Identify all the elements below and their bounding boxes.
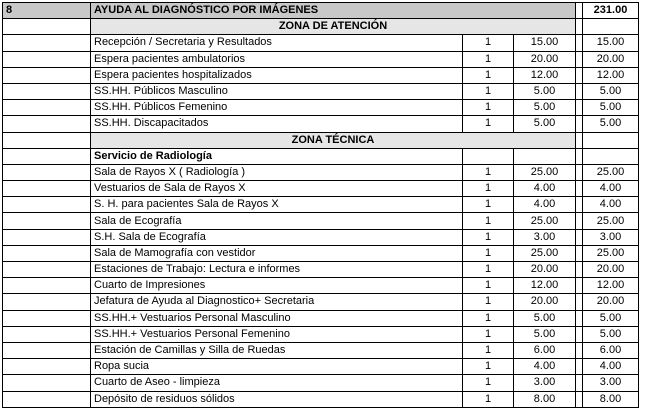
empty-cell	[3, 391, 91, 407]
table-row	[3, 67, 639, 83]
table-row	[3, 359, 639, 375]
room-total: 4.00	[583, 197, 639, 213]
spacer-cell	[576, 310, 583, 326]
room-name: Vestuarios de Sala de Rayos X	[91, 181, 463, 197]
room-total: 5.00	[583, 310, 639, 326]
empty-cell	[3, 51, 91, 67]
empty-cell	[583, 148, 639, 164]
room-quantity: 1	[463, 100, 514, 116]
empty-cell	[3, 35, 91, 51]
room-name: Sala de Rayos X ( Radiología )	[91, 164, 463, 180]
room-area: 20.00	[514, 51, 576, 67]
empty-cell	[3, 375, 91, 391]
empty-cell	[3, 100, 91, 116]
room-total: 3.00	[583, 375, 639, 391]
room-quantity: 1	[463, 213, 514, 229]
spacer-cell	[576, 197, 583, 213]
table-row	[3, 342, 639, 358]
room-area: 4.00	[514, 359, 576, 375]
room-total: 25.00	[583, 213, 639, 229]
spacer-cell	[576, 83, 583, 99]
room-quantity: 1	[463, 326, 514, 342]
room-area: 5.00	[514, 83, 576, 99]
room-quantity: 1	[463, 245, 514, 261]
room-name: Estación de Camillas y Silla de Ruedas	[91, 342, 463, 358]
empty-cell	[463, 148, 514, 164]
zone-title: ZONA TÉCNICA	[91, 132, 576, 148]
room-quantity: 1	[463, 164, 514, 180]
room-quantity: 1	[463, 375, 514, 391]
spacer-cell	[576, 229, 583, 245]
empty-cell	[3, 326, 91, 342]
table-row	[3, 35, 639, 51]
room-name: Espera pacientes ambulatorios	[91, 51, 463, 67]
spacer-cell	[576, 164, 583, 180]
empty-cell	[3, 294, 91, 310]
table-row	[3, 116, 639, 132]
spacer-cell	[576, 100, 583, 116]
room-quantity: 1	[463, 67, 514, 83]
room-total: 25.00	[583, 245, 639, 261]
table-row	[3, 262, 639, 278]
empty-cell	[3, 19, 91, 35]
empty-cell	[3, 181, 91, 197]
room-total: 20.00	[583, 262, 639, 278]
room-area: 25.00	[514, 164, 576, 180]
room-area: 20.00	[514, 262, 576, 278]
table-row	[3, 245, 639, 261]
room-area: 5.00	[514, 310, 576, 326]
empty-cell	[3, 342, 91, 358]
header-row	[3, 3, 639, 19]
empty-cell	[3, 245, 91, 261]
room-total: 3.00	[583, 229, 639, 245]
empty-cell	[514, 148, 576, 164]
zone-header-row	[3, 19, 639, 35]
empty-cell	[583, 19, 639, 35]
table-row	[3, 51, 639, 67]
empty-cell	[3, 359, 91, 375]
room-name: Depósito de residuos sólidos	[91, 391, 463, 407]
room-quantity: 1	[463, 229, 514, 245]
spacer-cell	[576, 19, 583, 35]
room-name: Cuarto de Aseo - limpieza	[91, 375, 463, 391]
subsection-row	[3, 148, 639, 164]
table-row	[3, 164, 639, 180]
table-row	[3, 181, 639, 197]
area-schedule-table	[2, 2, 639, 408]
room-quantity: 1	[463, 294, 514, 310]
table-row	[3, 375, 639, 391]
table-row	[3, 294, 639, 310]
room-total: 25.00	[583, 164, 639, 180]
room-total: 8.00	[583, 391, 639, 407]
table-row	[3, 391, 639, 407]
spacer-cell	[576, 245, 583, 261]
empty-cell	[583, 132, 639, 148]
room-name: SS.HH. Discapacitados	[91, 116, 463, 132]
spacer-cell	[576, 375, 583, 391]
section-total: 231.00	[583, 3, 639, 19]
room-name: S.H. Sala de Ecografía	[91, 229, 463, 245]
room-quantity: 1	[463, 342, 514, 358]
room-quantity: 1	[463, 310, 514, 326]
table-row	[3, 213, 639, 229]
room-name: Estaciones de Trabajo: Lectura e informes	[91, 262, 463, 278]
spacer-cell	[576, 213, 583, 229]
empty-cell	[3, 229, 91, 245]
room-name: S. H. para pacientes Sala de Rayos X	[91, 197, 463, 213]
room-total: 4.00	[583, 359, 639, 375]
room-name: Recepción / Secretaria y Resultados	[91, 35, 463, 51]
room-total: 12.00	[583, 278, 639, 294]
spacer-cell	[576, 51, 583, 67]
room-quantity: 1	[463, 391, 514, 407]
room-area: 12.00	[514, 278, 576, 294]
spacer-cell	[576, 342, 583, 358]
room-total: 15.00	[583, 35, 639, 51]
section-title: AYUDA AL DIAGNÓSTICO POR IMÁGENES	[91, 3, 576, 19]
room-area: 5.00	[514, 326, 576, 342]
room-quantity: 1	[463, 262, 514, 278]
room-total: 20.00	[583, 294, 639, 310]
spacer-cell	[576, 67, 583, 83]
room-area: 5.00	[514, 116, 576, 132]
room-name: Sala de Mamografía con vestidor	[91, 245, 463, 261]
spacer-cell	[576, 359, 583, 375]
room-area: 4.00	[514, 197, 576, 213]
spacer-cell	[576, 35, 583, 51]
room-name: SS.HH.+ Vestuarios Personal Femenino	[91, 326, 463, 342]
room-quantity: 1	[463, 359, 514, 375]
empty-cell	[3, 262, 91, 278]
room-total: 20.00	[583, 51, 639, 67]
spacer-cell	[576, 262, 583, 278]
room-quantity: 1	[463, 35, 514, 51]
room-area: 15.00	[514, 35, 576, 51]
spacer-cell	[576, 278, 583, 294]
table-row	[3, 83, 639, 99]
spacer-cell	[576, 132, 583, 148]
room-total: 5.00	[583, 326, 639, 342]
room-name: SS.HH.+ Vestuarios Personal Masculino	[91, 310, 463, 326]
room-name: Sala de Ecografía	[91, 213, 463, 229]
empty-cell	[3, 213, 91, 229]
room-name: Cuarto de Impresiones	[91, 278, 463, 294]
room-total: 6.00	[583, 342, 639, 358]
spacer-cell	[576, 181, 583, 197]
table-row	[3, 197, 639, 213]
room-area: 6.00	[514, 342, 576, 358]
empty-cell	[3, 132, 91, 148]
empty-cell	[3, 310, 91, 326]
room-quantity: 1	[463, 197, 514, 213]
room-area: 25.00	[514, 245, 576, 261]
spacer-cell	[576, 148, 583, 164]
room-area: 8.00	[514, 391, 576, 407]
room-area: 3.00	[514, 229, 576, 245]
spacer-cell	[576, 116, 583, 132]
spacer-cell	[576, 294, 583, 310]
room-area: 25.00	[514, 213, 576, 229]
room-total: 5.00	[583, 116, 639, 132]
spacer-cell	[576, 3, 583, 19]
room-total: 4.00	[583, 181, 639, 197]
table-row	[3, 310, 639, 326]
room-quantity: 1	[463, 116, 514, 132]
room-area: 5.00	[514, 100, 576, 116]
room-area: 12.00	[514, 67, 576, 83]
empty-cell	[3, 278, 91, 294]
empty-cell	[3, 67, 91, 83]
room-total: 12.00	[583, 67, 639, 83]
room-quantity: 1	[463, 181, 514, 197]
section-code: 8	[3, 3, 91, 19]
spacer-cell	[576, 391, 583, 407]
room-name: Ropa sucia	[91, 359, 463, 375]
room-quantity: 1	[463, 51, 514, 67]
empty-cell	[3, 164, 91, 180]
subsection-title: Servicio de Radiología	[91, 148, 463, 164]
room-quantity: 1	[463, 278, 514, 294]
zone-title: ZONA DE ATENCIÓN	[91, 19, 576, 35]
room-area: 20.00	[514, 294, 576, 310]
spacer-cell	[576, 326, 583, 342]
zone-header-row	[3, 132, 639, 148]
room-total: 5.00	[583, 83, 639, 99]
table-row	[3, 278, 639, 294]
room-total: 5.00	[583, 100, 639, 116]
room-area: 3.00	[514, 375, 576, 391]
room-name: Jefatura de Ayuda al Diagnostico+ Secretaria	[91, 294, 463, 310]
empty-cell	[3, 83, 91, 99]
room-name: SS.HH. Públicos Femenino	[91, 100, 463, 116]
room-area: 4.00	[514, 181, 576, 197]
room-quantity: 1	[463, 83, 514, 99]
empty-cell	[3, 148, 91, 164]
room-name: Espera pacientes hospitalizados	[91, 67, 463, 83]
empty-cell	[3, 197, 91, 213]
table-row	[3, 100, 639, 116]
empty-cell	[3, 116, 91, 132]
room-name: SS.HH. Públicos Masculino	[91, 83, 463, 99]
table-row	[3, 229, 639, 245]
table-row	[3, 326, 639, 342]
